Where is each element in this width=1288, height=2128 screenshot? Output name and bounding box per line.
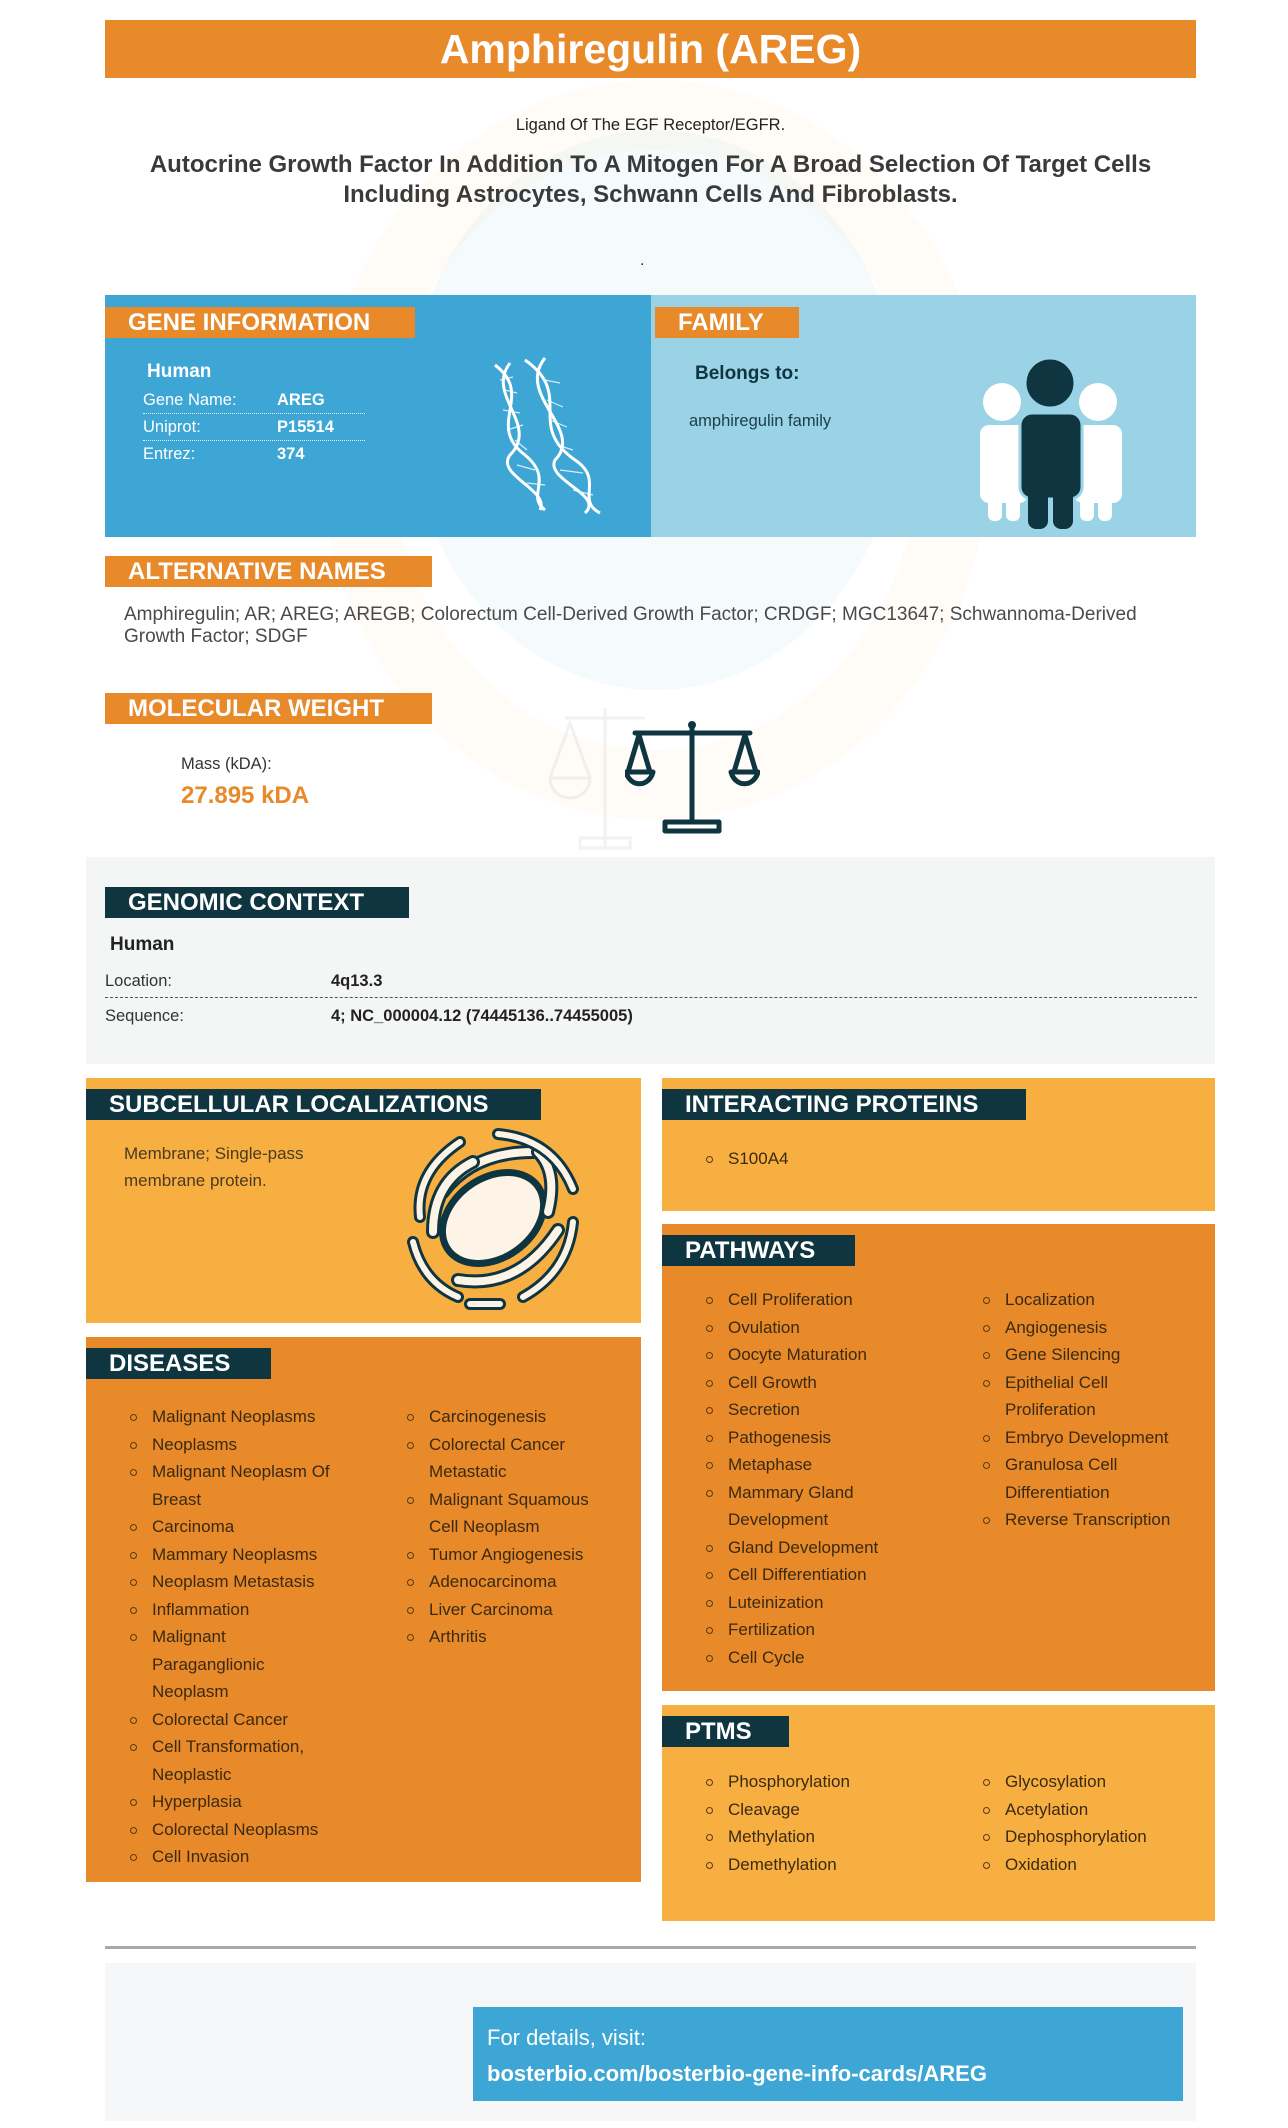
subcellular-text-line1: Membrane; Single-pass — [124, 1144, 304, 1163]
pathway-item: Cell Proliferation — [706, 1286, 956, 1314]
dna-icon — [465, 355, 615, 515]
disease-item: Cell Transformation, Neoplastic — [130, 1733, 330, 1788]
interacting-protein-item[interactable]: S100A4 — [706, 1145, 789, 1173]
separator-dot: . — [640, 252, 645, 269]
ptms-panel — [662, 1705, 1215, 1921]
ptm-item: Acetylation — [983, 1796, 1203, 1824]
pathway-item: Embryo Development — [983, 1424, 1183, 1452]
interacting-proteins-heading: INTERACTING PROTEINS — [662, 1089, 1026, 1120]
page-title: Amphiregulin (AREG) — [105, 20, 1196, 78]
disease-item: Carcinogenesis — [407, 1403, 617, 1431]
pathway-item: Reverse Transcription — [983, 1506, 1183, 1534]
disease-item: Mammary Neoplasms — [130, 1541, 360, 1569]
disease-item: Colorectal Cancer — [130, 1706, 360, 1734]
belongs-to-label: Belongs to: — [695, 363, 800, 384]
ptm-item: Cleavage — [706, 1796, 956, 1824]
location-value: 4q13.3 — [331, 972, 383, 990]
entrez-row — [143, 441, 365, 468]
footer-divider — [105, 1946, 1196, 1949]
gene-organism: Human — [147, 361, 212, 382]
balance-scale-icon — [625, 720, 760, 835]
alternative-names-text: Amphiregulin; AR; AREG; AREGB; Colorectum Cell-Derived Growth Factor; CRDGF; MGC13647; Schwannoma-Derived Growth Factor; SDGF — [124, 604, 1137, 647]
disease-item: Malignant Squamous Cell Neoplasm — [407, 1486, 617, 1541]
disease-item: Liver Carcinoma — [407, 1596, 617, 1624]
disease-item: Colorectal Neoplasms — [130, 1816, 360, 1844]
disease-item: Hyperplasia — [130, 1788, 360, 1816]
family-value: amphiregulin family — [689, 412, 832, 430]
subcellular-text-line2: membrane protein. — [124, 1171, 267, 1190]
family-panel — [651, 295, 1196, 537]
people-group-icon — [976, 357, 1126, 529]
protein-function-subtitle: Ligand Of The EGF Receptor/EGFR. — [515, 116, 786, 134]
ptms-list-col1 — [706, 1768, 956, 1878]
genomic-organism: Human — [110, 934, 175, 955]
pathway-item: Cell Growth — [706, 1369, 956, 1397]
diseases-panel — [86, 1337, 641, 1882]
disease-item: Malignant Neoplasms — [130, 1403, 360, 1431]
entrez-label: Entrez: — [143, 445, 196, 463]
ptms-heading: PTMS — [662, 1716, 789, 1747]
diseases-list-col2 — [407, 1403, 617, 1651]
uniprot-value: P15514 — [277, 418, 334, 436]
subcellular-localizations-heading: SUBCELLULAR LOCALIZATIONS — [86, 1089, 541, 1120]
ptm-item: Glycosylation — [983, 1768, 1203, 1796]
gene-name-label: Gene Name: — [143, 391, 237, 409]
pathway-item: Cell Differentiation — [706, 1561, 956, 1589]
gene-name-row — [143, 387, 365, 414]
pathway-item: Pathogenesis — [706, 1424, 956, 1452]
disease-item: Cell Invasion — [130, 1843, 360, 1871]
ptm-item: Demethylation — [706, 1851, 956, 1879]
pathway-item: Secretion — [706, 1396, 956, 1424]
pathway-item: Metaphase — [706, 1451, 956, 1479]
disease-item: Colorectal Cancer Metastatic — [407, 1431, 587, 1486]
ptm-item: Phosphorylation — [706, 1768, 956, 1796]
sequence-row — [105, 998, 1197, 1033]
pathways-list-col2 — [983, 1286, 1183, 1534]
pathway-item: Cell Cycle — [706, 1644, 956, 1672]
gene-information-panel — [105, 295, 651, 537]
protein-description: Autocrine Growth Factor In Addition To A Mitogen For A Broad Selection Of Target Cells Including Astrocytes, Schwann Cells And Fibroblasts. — [149, 151, 1152, 208]
pathway-item: Mammary Gland Development — [706, 1479, 876, 1534]
details-link-box[interactable] — [473, 2007, 1183, 2101]
disease-item: Adenocarcinoma — [407, 1568, 617, 1596]
ptm-item: Methylation — [706, 1823, 956, 1851]
entrez-value: 374 — [277, 445, 305, 463]
disease-item: Malignant Neoplasm Of Breast — [130, 1458, 350, 1513]
mass-value: 27.895 kDA — [181, 782, 310, 809]
pathways-list-col1 — [706, 1286, 956, 1671]
pathway-item: Luteinization — [706, 1589, 956, 1617]
ptms-list-col2 — [983, 1768, 1203, 1878]
pathway-item: Localization — [983, 1286, 1183, 1314]
disease-item: Carcinoma — [130, 1513, 360, 1541]
pathway-item: Fertilization — [706, 1616, 956, 1644]
pathways-heading: PATHWAYS — [662, 1235, 855, 1266]
genomic-context-heading: GENOMIC CONTEXT — [105, 887, 409, 918]
molecular-weight-heading: MOLECULAR WEIGHT — [105, 693, 432, 724]
cell-organelle-icon — [398, 1122, 588, 1310]
uniprot-row — [143, 414, 365, 441]
pathway-item: Angiogenesis — [983, 1314, 1183, 1342]
interacting-proteins-panel — [662, 1078, 1215, 1211]
diseases-list-col1 — [130, 1403, 360, 1871]
location-row — [105, 963, 1197, 998]
disease-item: Malignant Paraganglionic Neoplasm — [130, 1623, 270, 1706]
location-label: Location: — [105, 972, 172, 990]
pathway-item: Gene Silencing — [983, 1341, 1183, 1369]
disease-item: Neoplasms — [130, 1431, 360, 1459]
ptm-item: Dephosphorylation — [983, 1823, 1203, 1851]
interacting-proteins-list — [706, 1145, 789, 1173]
sequence-label: Sequence: — [105, 1007, 184, 1025]
pathway-item: Oocyte Maturation — [706, 1341, 956, 1369]
disease-item: Arthritis — [407, 1623, 617, 1651]
pathways-panel — [662, 1224, 1215, 1691]
subcellular-localizations-panel — [86, 1078, 641, 1323]
pathway-item: Gland Development — [706, 1534, 956, 1562]
ptm-item: Oxidation — [983, 1851, 1203, 1879]
family-heading: FAMILY — [655, 307, 799, 338]
details-url-link[interactable]: bosterbio.com/bosterbio-gene-info-cards/AREG — [487, 2061, 987, 2086]
details-label: For details, visit: — [487, 2025, 646, 2050]
genomic-context-panel — [86, 857, 1215, 1064]
mass-label: Mass (kDA): — [181, 755, 272, 773]
pathway-item: Granulosa Cell Differentiation — [983, 1451, 1133, 1506]
disease-item: Tumor Angiogenesis — [407, 1541, 617, 1569]
uniprot-label: Uniprot: — [143, 418, 201, 436]
sequence-value: 4; NC_000004.12 (74445136..74455005) — [331, 1007, 633, 1025]
disease-item: Neoplasm Metastasis — [130, 1568, 360, 1596]
alternative-names-heading: ALTERNATIVE NAMES — [105, 556, 432, 587]
gene-name-value: AREG — [277, 391, 325, 409]
disease-item: Inflammation — [130, 1596, 360, 1624]
gene-information-heading: GENE INFORMATION — [105, 307, 415, 338]
diseases-heading: DISEASES — [86, 1348, 271, 1379]
pathway-item: Epithelial Cell Proliferation — [983, 1369, 1133, 1424]
pathway-item: Ovulation — [706, 1314, 956, 1342]
